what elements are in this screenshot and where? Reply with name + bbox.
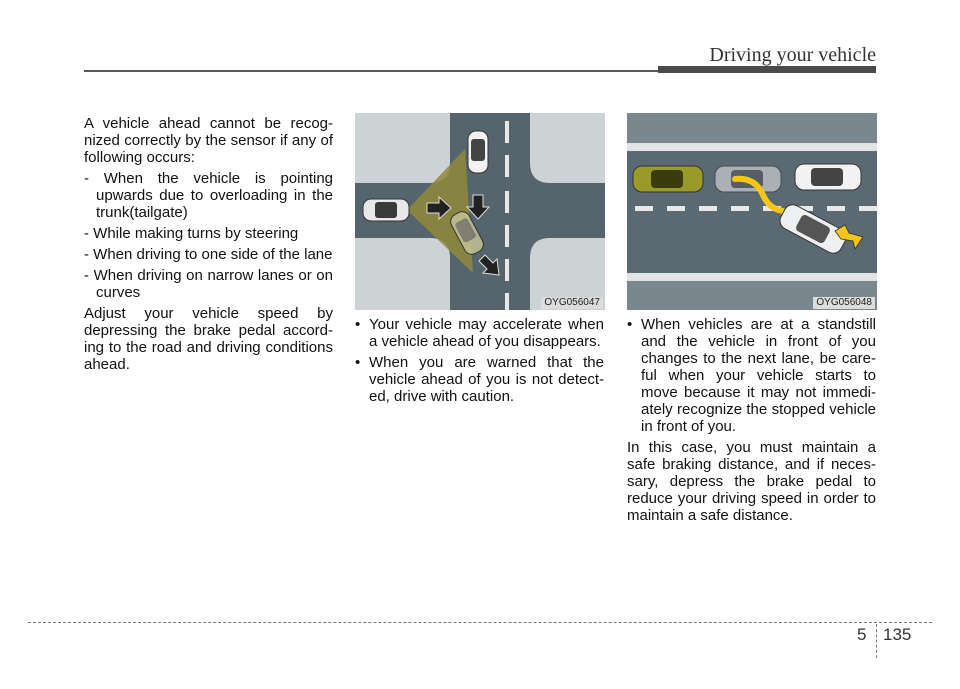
bullet-text: When vehicles are at a standstill and the vehicle in front of you changes to the next lane, be care-ful when your vehicle starts to move because it may not immedi-ately recognize the stopped vehicle in front of you.	[641, 316, 876, 435]
figure-lane-change	[627, 113, 877, 310]
outro-paragraph: Adjust your vehicle speed by depressing the brake pedal accord-ing to the road and driving conditions ahead.	[84, 305, 333, 373]
bullet-item	[355, 354, 604, 405]
footer-separator	[876, 624, 877, 658]
own-car-icon	[363, 199, 409, 221]
front-car-icon	[795, 164, 861, 190]
header-rule-thin	[84, 70, 660, 72]
list-item: - When driving to one side of the lane	[84, 246, 333, 263]
bullet-text: When you are warned that the vehicle ahead of you is not detect-ed, drive with caution.	[369, 354, 604, 405]
lead-car-icon	[468, 131, 488, 173]
intro-paragraph: A vehicle ahead cannot be recog-nized correctly by the sensor if any of following occurs:	[84, 115, 333, 166]
figure-intersection	[355, 113, 605, 310]
figure-code: OYG056047	[541, 297, 603, 309]
bullet-icon: •	[355, 354, 361, 371]
header-rule-thick	[658, 66, 876, 73]
list-item: - While making turns by steering	[84, 225, 299, 242]
page-number: 135	[883, 625, 912, 644]
bullet-icon: •	[627, 316, 633, 333]
lane-change-illustration	[627, 113, 877, 310]
column-3	[627, 316, 876, 528]
own-car-icon	[633, 166, 703, 192]
footer-rule	[28, 622, 932, 623]
list-item: - When the vehicle is pointing upwards due to overloading in the trunk(tailgate)	[84, 170, 333, 221]
list-item: - When driving on narrow lanes or on curves	[84, 267, 333, 301]
bullet-text: Your vehicle may accelerate when a vehicle ahead of you disappears.	[369, 316, 604, 350]
advice-paragraph: In this case, you must maintain a safe braking distance, and if neces-sary, depress the brake pedal to reduce your driving speed in order to maintain a safe distance.	[627, 439, 876, 524]
section-title: Driving your vehicle	[709, 44, 876, 66]
column-1	[84, 115, 333, 377]
bullet-icon: •	[355, 316, 361, 333]
bullet-item	[627, 316, 876, 435]
bullet-item	[355, 316, 604, 350]
chapter-number: 5	[857, 625, 867, 644]
figure-code: OYG056048	[813, 297, 875, 309]
intersection-illustration	[355, 113, 605, 310]
column-2	[355, 316, 604, 409]
